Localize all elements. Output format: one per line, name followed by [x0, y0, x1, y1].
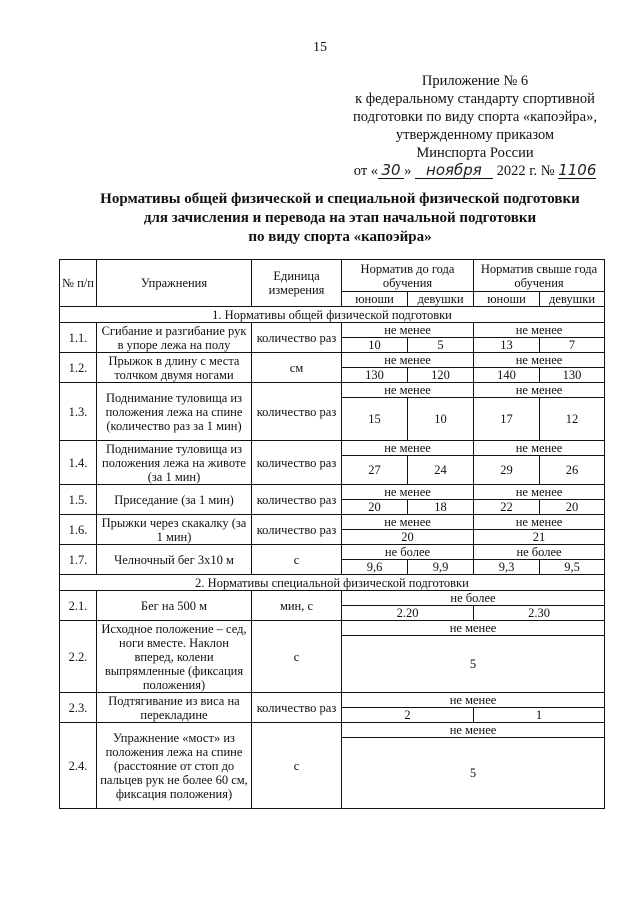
value-cell: 27 — [342, 456, 408, 485]
value-cell: 29 — [474, 456, 540, 485]
table-header-row — [60, 260, 605, 292]
exercise-name: Приседание (за 1 мин) — [97, 485, 252, 515]
unit-cell: количество раз — [252, 323, 342, 353]
row-number: 1.1. — [60, 323, 97, 353]
table-row — [60, 515, 605, 530]
condition-cell: не менее — [342, 621, 605, 636]
condition-cell: не менее — [474, 323, 605, 338]
value-cell: 13 — [474, 338, 540, 353]
value-cell: 26 — [540, 456, 605, 485]
unit-cell: мин, с — [252, 591, 342, 621]
exercise-name: Поднимание туловища из положения лежа на животе (за 1 мин) — [97, 441, 252, 485]
value-cell: 17 — [474, 398, 540, 441]
document-title — [60, 190, 620, 247]
table-row — [60, 693, 605, 708]
header-unit: Единица измерения — [252, 260, 342, 307]
value-cell: 10 — [342, 338, 408, 353]
condition-cell: не менее — [342, 441, 474, 456]
row-number: 1.7. — [60, 545, 97, 575]
norms-table — [59, 259, 605, 809]
value-cell: 1 — [474, 708, 605, 723]
date-month: ноября — [415, 163, 493, 179]
value-cell: 5 — [342, 636, 605, 693]
title-line: по виду спорта «капоэйра» — [248, 229, 432, 245]
condition-cell: не более — [342, 591, 605, 606]
condition-cell: не менее — [474, 353, 605, 368]
header-year2: Норматив свыше года обучения — [474, 260, 605, 292]
unit-cell: с — [252, 545, 342, 575]
condition-cell: не более — [342, 545, 474, 560]
header-boys: юноши — [474, 292, 540, 307]
row-number: 1.5. — [60, 485, 97, 515]
table-row — [60, 441, 605, 456]
title-line: Нормативы общей физической и специальной физической подготовки — [100, 191, 580, 207]
date-mid: » — [404, 163, 412, 179]
table-row — [60, 591, 605, 606]
value-cell: 21 — [474, 530, 605, 545]
exercise-name: Бег на 500 м — [97, 591, 252, 621]
value-cell: 10 — [408, 398, 474, 441]
value-cell: 9,9 — [408, 560, 474, 575]
table-row — [60, 323, 605, 338]
appendix-block — [340, 72, 610, 180]
order-number: 1106 — [558, 161, 597, 179]
exercise-name: Поднимание туловища из положения лежа на спине (количество раз за 1 мин) — [97, 383, 252, 441]
value-cell: 130 — [540, 368, 605, 383]
section-heading: 2. Нормативы специальной физической подготовки — [60, 575, 605, 591]
row-number: 1.6. — [60, 515, 97, 545]
appendix-line: утвержденному приказом — [395, 127, 555, 143]
value-cell: 5 — [342, 738, 605, 809]
section-heading: 1. Нормативы общей физической подготовки — [60, 307, 605, 323]
exercise-name: Исходное положение – сед, ноги вместе. Наклон вперед, колени выпрямленные (фиксация положения) — [97, 621, 252, 693]
condition-cell: не менее — [342, 515, 474, 530]
unit-cell: количество раз — [252, 441, 342, 485]
table-row — [60, 485, 605, 500]
row-number: 2.3. — [60, 693, 97, 723]
value-cell: 20 — [342, 530, 474, 545]
table-row — [60, 723, 605, 738]
row-number: 2.1. — [60, 591, 97, 621]
date-prefix: от « — [353, 163, 379, 179]
value-cell: 20 — [342, 500, 408, 515]
appendix-line: Минспорта России — [416, 145, 534, 161]
table-row — [60, 621, 605, 636]
condition-cell: не менее — [342, 723, 605, 738]
value-cell: 2.20 — [342, 606, 474, 621]
order-date-line — [340, 162, 610, 180]
unit-cell: с — [252, 723, 342, 809]
row-number: 2.4. — [60, 723, 97, 809]
value-cell: 24 — [408, 456, 474, 485]
condition-cell: не менее — [474, 515, 605, 530]
unit-cell: количество раз — [252, 485, 342, 515]
value-cell: 120 — [408, 368, 474, 383]
page-number: 15 — [313, 40, 327, 55]
condition-cell: не менее — [474, 441, 605, 456]
row-number: 1.4. — [60, 441, 97, 485]
exercise-name: Прыжок в длину с места толчком двумя ногами — [97, 353, 252, 383]
value-cell: 9,6 — [342, 560, 408, 575]
value-cell: 9,3 — [474, 560, 540, 575]
value-cell: 9,5 — [540, 560, 605, 575]
value-cell: 18 — [408, 500, 474, 515]
condition-cell: не менее — [342, 693, 605, 708]
header-boys: юноши — [342, 292, 408, 307]
condition-cell: не менее — [342, 353, 474, 368]
condition-cell: не менее — [474, 383, 605, 398]
appendix-line: подготовки по виду спорта «капоэйра», — [353, 109, 597, 125]
header-girls: девушки — [408, 292, 474, 307]
exercise-name: Челночный бег 3х10 м — [97, 545, 252, 575]
value-cell: 22 — [474, 500, 540, 515]
unit-cell: с — [252, 621, 342, 693]
value-cell: 2.30 — [474, 606, 605, 621]
value-cell: 7 — [540, 338, 605, 353]
header-year1: Норматив до года обучения — [342, 260, 474, 292]
table-row — [60, 383, 605, 398]
value-cell: 12 — [540, 398, 605, 441]
condition-cell: не менее — [342, 383, 474, 398]
date-day: 30 — [378, 163, 404, 179]
row-number: 2.2. — [60, 621, 97, 693]
appendix-line: к федеральному стандарту спортивной — [355, 91, 595, 107]
exercise-name: Сгибание и разгибание рук в упоре лежа на полу — [97, 323, 252, 353]
title-line: для зачисления и перевода на этап начальной подготовки — [143, 210, 537, 226]
value-cell: 15 — [342, 398, 408, 441]
value-cell: 5 — [408, 338, 474, 353]
exercise-name: Прыжки через скакалку (за 1 мин) — [97, 515, 252, 545]
header-num: № п/п — [60, 260, 97, 307]
row-number: 1.2. — [60, 353, 97, 383]
row-number: 1.3. — [60, 383, 97, 441]
exercise-name: Упражнение «мост» из положения лежа на спине (расстояние от стоп до пальцев рук не более 60 см, фиксация положения) — [97, 723, 252, 809]
unit-cell: количество раз — [252, 383, 342, 441]
date-year: 2022 г. № — [496, 163, 555, 179]
table-row — [60, 545, 605, 560]
condition-cell: не менее — [342, 323, 474, 338]
header-exercise: Упражнения — [97, 260, 252, 307]
value-cell: 140 — [474, 368, 540, 383]
value-cell: 20 — [540, 500, 605, 515]
header-girls: девушки — [540, 292, 605, 307]
unit-cell: количество раз — [252, 693, 342, 723]
table-row — [60, 353, 605, 368]
value-cell: 130 — [342, 368, 408, 383]
condition-cell: не менее — [342, 485, 474, 500]
condition-cell: не более — [474, 545, 605, 560]
condition-cell: не менее — [474, 485, 605, 500]
unit-cell: количество раз — [252, 515, 342, 545]
exercise-name: Подтягивание из виса на перекладине — [97, 693, 252, 723]
appendix-title: Приложение № 6 — [421, 73, 529, 89]
unit-cell: см — [252, 353, 342, 383]
value-cell: 2 — [342, 708, 474, 723]
